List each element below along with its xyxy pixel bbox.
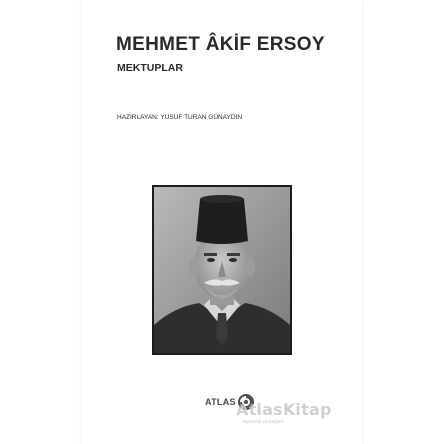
- editor-credit: HAZIRLAYAN: YUSUF TURAN GÜNAYDIN: [117, 114, 243, 121]
- watermark-tagline: Yayıncılık ve Dağıtım: [242, 419, 285, 424]
- book-title: MEKTUPLAR: [117, 62, 183, 74]
- book-author: MEHMET ÂKİF ERSOY: [116, 34, 325, 55]
- publisher-name: ATLAS: [205, 397, 236, 407]
- author-portrait: [152, 185, 292, 355]
- portrait-photo: [154, 187, 290, 353]
- watermark-name: AtlasKitap: [236, 400, 332, 419]
- store-watermark: [236, 402, 332, 424]
